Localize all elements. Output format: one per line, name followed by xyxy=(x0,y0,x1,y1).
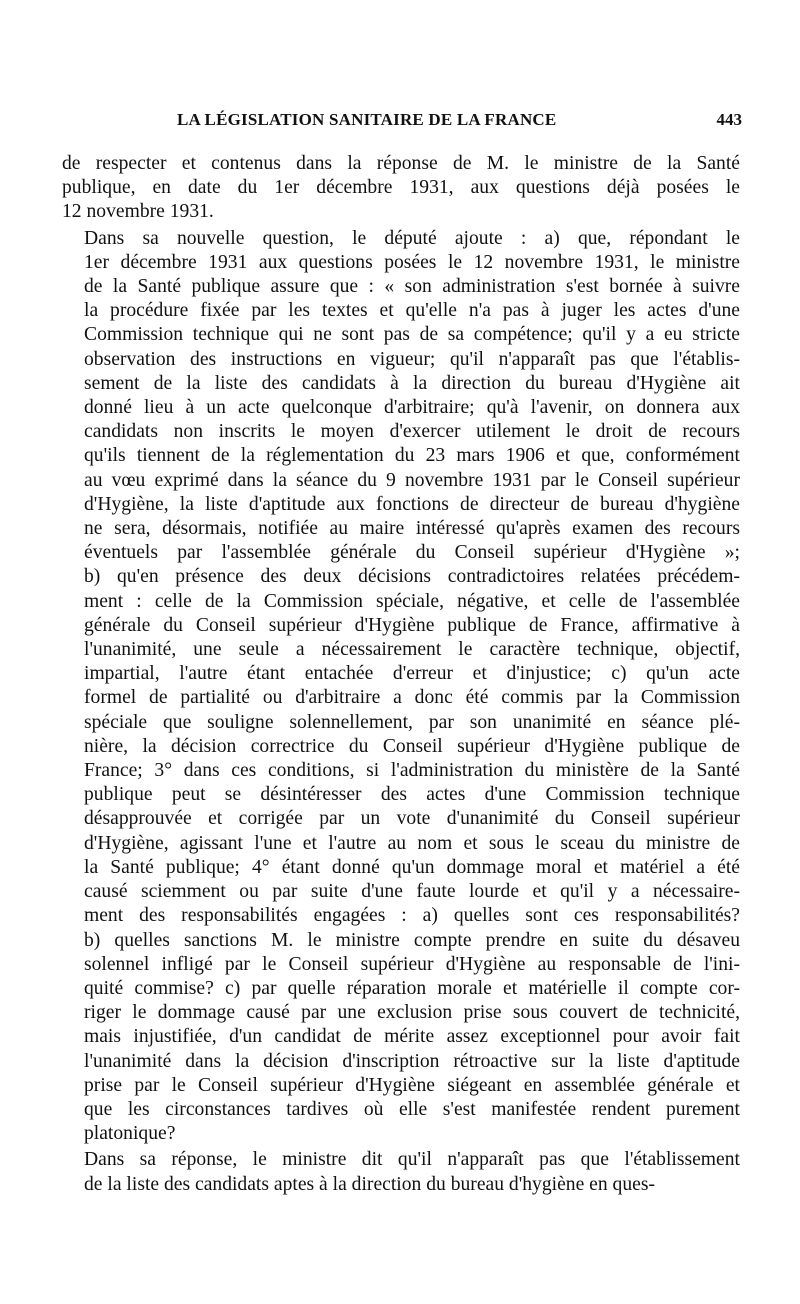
text-line: riger le dommage causé par une exclusion prise sous couvert de technicité, xyxy=(84,1002,740,1024)
text-line: ment des responsabilités engagées : a) quelles sont ces responsabilités? xyxy=(84,905,740,927)
text-line: éventuels par l'assemblée générale du Conseil supérieur d'Hygiène »; xyxy=(84,542,740,564)
text-line: générale du Conseil supérieur d'Hygiène publique de France, affirmative à xyxy=(84,614,740,636)
running-header xyxy=(62,110,740,140)
text-line: nière, la décision correctrice du Conseil supérieur d'Hygiène publique de xyxy=(84,735,740,757)
text-line: publique peut se désintéresser des actes d'une Commission technique xyxy=(84,784,740,806)
text-line: l'unanimité, une seule a nécessairement le caractère technique, objectif, xyxy=(84,639,740,661)
body-text xyxy=(62,152,740,1197)
text-line: de la Santé publique assure que : « son administration s'est bornée à suivre xyxy=(84,276,740,298)
text-line: ment : celle de la Commission spéciale, négative, et celle de l'assemblée xyxy=(84,590,740,612)
text-line: désapprouvée et corrigée par un vote d'unanimité du Conseil supérieur xyxy=(84,808,740,830)
text-line: formel de partialité ou d'arbitraire a donc été commis par la Commission xyxy=(84,687,740,709)
text-line: quité commise? c) par quelle réparation morale et matérielle il compte cor- xyxy=(84,977,740,999)
text-line: platonique? xyxy=(84,1123,176,1145)
text-line: Dans sa réponse, le ministre dit qu'il n'apparaît pas que l'établissement xyxy=(84,1149,740,1171)
paragraph xyxy=(62,1148,740,1196)
text-line: prise par le Conseil supérieur d'Hygiène siégeant en assemblée générale et xyxy=(84,1074,740,1096)
text-line: spéciale que souligne solennellement, par son unanimité en séance plé- xyxy=(84,711,740,733)
paragraph xyxy=(62,227,740,1147)
text-line: 12 novembre 1931. xyxy=(62,201,214,223)
text-line: l'unanimité dans la décision d'inscription rétroactive sur la liste d'aptitude xyxy=(84,1050,740,1072)
text-line: que les circonstances tardives où elle s'est manifestée rendent purement xyxy=(84,1098,740,1120)
document-page xyxy=(62,110,740,1197)
text-line: 1er décembre 1931 aux questions posées le 12 novembre 1931, le ministre xyxy=(84,251,740,273)
text-line: candidats non inscrits le moyen d'exercer utilement le droit de recours xyxy=(84,421,740,443)
running-title: LA LÉGISLATION SANITAIRE DE LA FRANCE xyxy=(177,110,557,129)
paragraph xyxy=(62,152,740,225)
text-line: mais injustifiée, d'un candidat de mérite assez exceptionnel pour avoir fait xyxy=(84,1026,740,1048)
text-line: sement de la liste des candidats à la direction du bureau d'Hygiène ait xyxy=(84,372,740,394)
page-number: 443 xyxy=(716,110,742,129)
text-line: Commission technique qui ne sont pas de sa compétence; qu'il y a eu stricte xyxy=(84,324,740,346)
text-line: d'Hygiène, la liste d'aptitude aux fonctions de directeur de bureau d'hygiène xyxy=(84,493,740,515)
text-line: b) quelles sanctions M. le ministre compte prendre en suite du désaveu xyxy=(84,929,740,951)
text-line: la procédure fixée par les textes et qu'elle n'a pas à juger les actes d'une xyxy=(84,300,740,322)
text-line: de la liste des candidats aptes à la direction du bureau d'hygiène en ques- xyxy=(84,1173,656,1195)
text-line: d'Hygiène, agissant l'une et l'autre au nom et sous le sceau du ministre de xyxy=(84,832,740,854)
text-line: impartial, l'autre étant entachée d'erreur et d'injustice; c) qu'un acte xyxy=(84,663,740,685)
text-line: observation des instructions en vigueur; qu'il n'apparaît pas que l'établis- xyxy=(84,348,740,370)
text-line: ne sera, désormais, notifiée au maire intéressé qu'après examen des recours xyxy=(84,518,740,540)
text-line: donné lieu à un acte quelconque d'arbitraire; qu'à l'avenir, on donnera aux xyxy=(84,397,740,419)
text-line: France; 3° dans ces conditions, si l'administration du ministère de la Santé xyxy=(84,760,740,782)
text-line: au vœu exprimé dans la séance du 9 novembre 1931 par le Conseil supérieur xyxy=(84,469,740,491)
text-line: la Santé publique; 4° étant donné qu'un dommage moral et matériel a été xyxy=(84,856,740,878)
text-line: publique, en date du 1er décembre 1931, aux questions déjà posées le xyxy=(62,177,740,199)
text-line: de respecter et contenus dans la réponse de M. le ministre de la Santé xyxy=(62,153,740,174)
text-line: Dans sa nouvelle question, le député ajoute : a) que, répondant le xyxy=(84,227,740,249)
text-line: solennel infligé par le Conseil supérieur d'Hygiène au responsable de l'ini- xyxy=(84,953,740,975)
text-line: qu'ils tiennent de la réglementation du 23 mars 1906 et que, conformément xyxy=(84,445,740,467)
text-line: b) qu'en présence des deux décisions contradictoires relatées précédem- xyxy=(84,566,740,588)
text-line: causé sciemment ou par suite d'une faute lourde et qu'il y a nécessaire- xyxy=(84,881,740,903)
